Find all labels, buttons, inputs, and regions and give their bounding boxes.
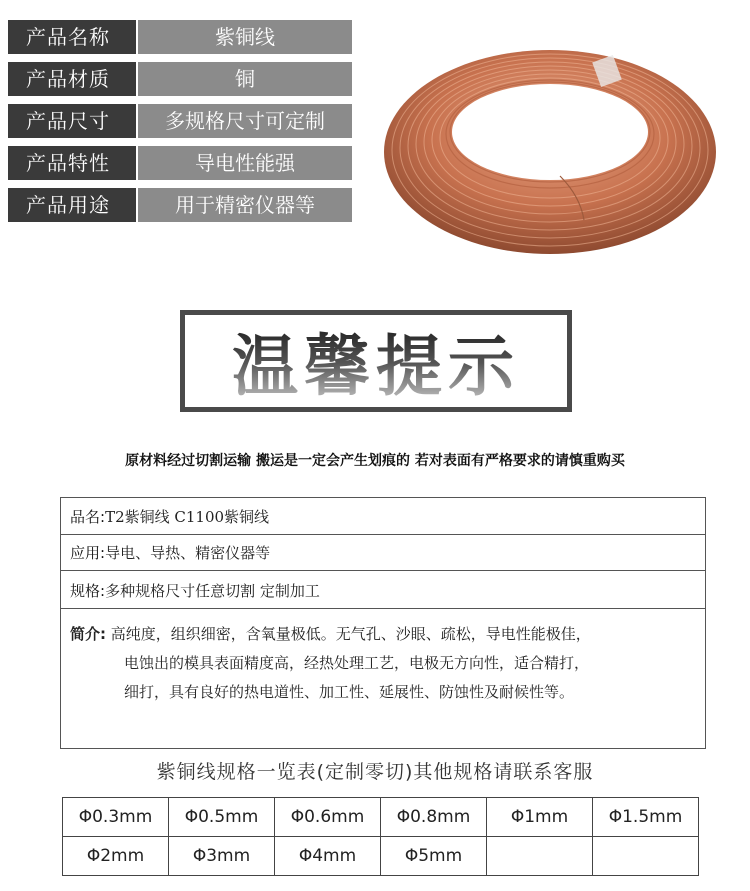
spec-row-usage	[8, 188, 352, 222]
product-info-box	[60, 497, 706, 749]
info-line-spec	[61, 574, 705, 609]
spec-key: 产品用途	[8, 188, 136, 222]
size-cell: Φ2mm	[63, 837, 169, 876]
intro-key: 简介:	[70, 625, 106, 643]
spec-key: 产品材质	[8, 62, 136, 96]
intro-line: 高纯度，组织细密，含氧量极低。无气孔、沙眼、疏松，导电性能极佳，	[110, 625, 591, 643]
size-cell: Φ1mm	[487, 798, 593, 837]
size-cell: Φ0.6mm	[275, 798, 381, 837]
info-intro	[70, 620, 695, 707]
notice-frame	[180, 310, 572, 412]
info-key: 规格:	[70, 582, 106, 600]
spec-key: 产品尺寸	[8, 104, 136, 138]
spec-value: 多规格尺寸可定制	[138, 104, 352, 138]
size-cell: Φ0.3mm	[63, 798, 169, 837]
size-table-title: 紫铜线规格一览表(定制零切)其他规格请联系客服	[156, 761, 594, 783]
size-cell: Φ0.8mm	[381, 798, 487, 837]
table-row	[63, 837, 699, 876]
spec-value: 用于精密仪器等	[138, 188, 352, 222]
size-table	[62, 797, 699, 876]
spec-row-size	[8, 104, 352, 138]
warning-text: 原材料经过切割运输 搬运是一定会产生划痕的 若对表面有严格要求的请慎重购买	[125, 453, 625, 469]
spec-value: 铜	[138, 62, 352, 96]
spec-row-name	[8, 20, 352, 54]
size-cell: Φ1.5mm	[593, 798, 699, 837]
table-row	[63, 798, 699, 837]
size-cell	[593, 837, 699, 876]
intro-line: 细打，具有良好的热电道性、加工性、延展性、防蚀性及耐候性等。	[124, 683, 575, 701]
spec-value: 紫铜线	[138, 20, 352, 54]
spec-key: 产品名称	[8, 20, 136, 54]
spec-value: 导电性能强	[138, 146, 352, 180]
info-line-application	[61, 536, 705, 571]
spec-row-feature	[8, 146, 352, 180]
spec-key: 产品特性	[8, 146, 136, 180]
size-cell: Φ0.5mm	[169, 798, 275, 837]
size-cell	[487, 837, 593, 876]
size-cell: Φ4mm	[275, 837, 381, 876]
info-value: 导电、导热、精密仪器等	[105, 544, 271, 562]
info-value: 多种规格尺寸任意切割 定制加工	[105, 582, 320, 600]
info-key: 应用:	[70, 544, 106, 562]
copper-wire-coil-image	[380, 36, 720, 260]
spec-row-material	[8, 62, 352, 96]
info-key: 品名:	[70, 508, 106, 526]
info-line-name	[61, 500, 705, 535]
size-cell: Φ5mm	[381, 837, 487, 876]
size-cell: Φ3mm	[169, 837, 275, 876]
info-value: T2紫铜线 C1100紫铜线	[105, 508, 270, 526]
intro-line: 电蚀出的模具表面精度高，经热处理工艺，电极无方向性，适合精打，	[124, 654, 590, 672]
notice-title: 温馨提示	[185, 327, 567, 407]
